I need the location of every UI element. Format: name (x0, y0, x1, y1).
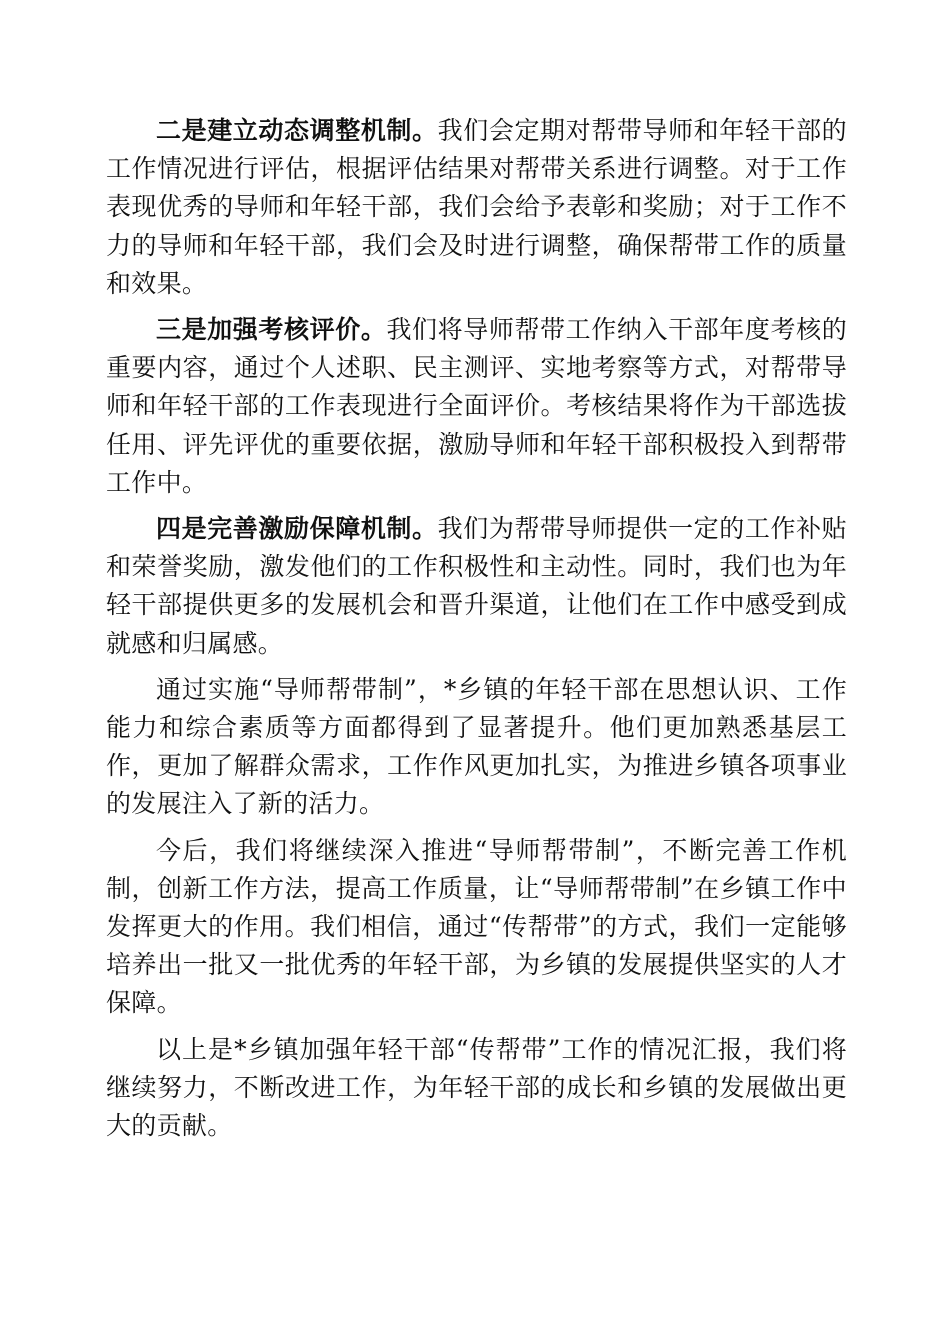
paragraph-assessment (106, 311, 847, 502)
paragraph-conclusion (106, 1031, 847, 1146)
paragraph-text: 今后，我们将继续深入推进“导师帮带制”，不断完善工作机制，创新工作方法，提高工作质量，让“导师帮带制”在乡镇工作中发挥更大的作用。我们相信，通过“传帮带”的方式，我们一定能够培养出一批又一批优秀的年轻干部，为乡镇的发展提供坚实的人才保障。 (106, 835, 847, 1018)
paragraph-text: 以上是*乡镇加强年轻干部“传帮带”工作的情况汇报，我们将继续努力，不断改进工作，为年轻干部的成长和乡镇的发展做出更大的贡献。 (106, 1034, 847, 1141)
paragraph-future (106, 832, 847, 1023)
paragraph-dynamic-adjustment (106, 112, 847, 303)
paragraph-results (106, 671, 847, 824)
paragraph-incentive (106, 510, 847, 663)
paragraph-text: 我们将导师帮带工作纳入干部年度考核的重要内容，通过个人述职、民主测评、实地考察等方式，对帮带导师和年轻干部的工作表现进行全面评价。考核结果将作为干部选拔任用、评先评优的重要依据，激励导师和年轻干部积极投入到帮带工作中。 (106, 315, 847, 497)
paragraph-lead: 三是加强考核评价。 (156, 315, 387, 345)
paragraph-text: 我们会定期对帮带导师和年轻干部的工作情况进行评估，根据评估结果对帮带关系进行调整。对于工作表现优秀的导师和年轻干部，我们会给予表彰和奖励；对于工作不力的导师和年轻干部，我们会及时进行调整，确保帮带工作的质量和效果。 (106, 116, 847, 298)
paragraph-lead: 四是完善激励保障机制。 (156, 514, 438, 544)
document-page (106, 112, 847, 1153)
paragraph-text: 通过实施“导师帮带制”，*乡镇的年轻干部在思想认识、工作能力和综合素质等方面都得到了显著提升。他们更加熟悉基层工作，更加了解群众需求，工作作风更加扎实，为推进乡镇各项事业的发展注入了新的活力。 (106, 674, 847, 819)
paragraph-text: 我们为帮带导师提供一定的工作补贴和荣誉奖励，激发他们的工作积极性和主动性。同时，我们也为年轻干部提供更多的发展机会和晋升渠道，让他们在工作中感受到成就感和归属感。 (106, 514, 847, 658)
paragraph-lead: 二是建立动态调整机制。 (156, 116, 438, 145)
